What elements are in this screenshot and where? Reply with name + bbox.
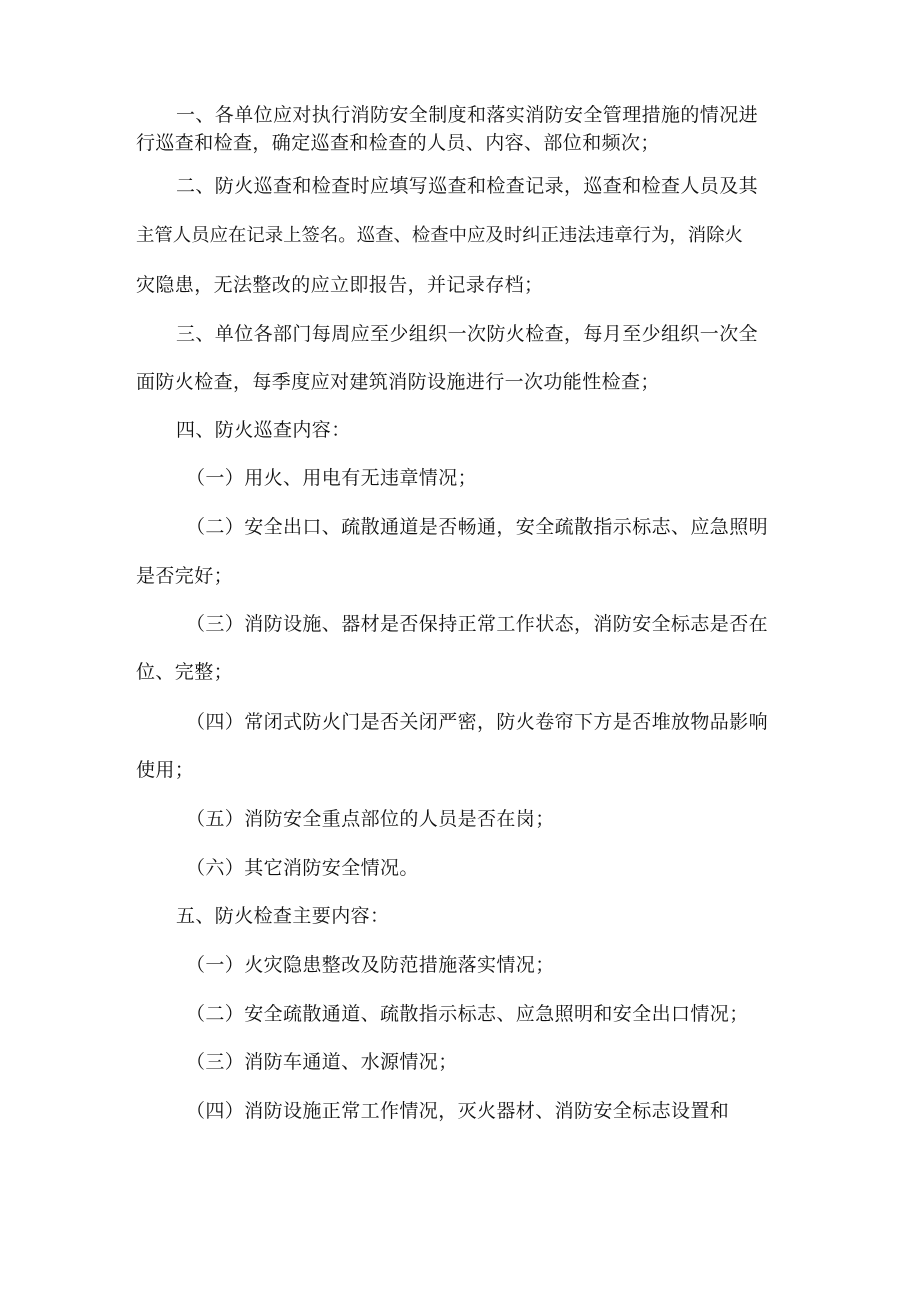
- paragraph-line: 一、各单位应对执行消防安全制度和落实消防安全管理措施的情况进: [176, 104, 759, 126]
- paragraph-line: 行巡查和检查，确定巡查和检查的人员、内容、部位和频次；: [136, 132, 660, 154]
- paragraph-line: 三、单位各部门每周应至少组织一次防火检查，每月至少组织一次全: [176, 323, 759, 345]
- section-heading: 四、防火巡查内容：: [176, 419, 351, 441]
- paragraph-line: 主管人员应在记录上签名。巡查、检查中应及时纠正违法违章行为，消除火: [136, 225, 743, 246]
- paragraph-line: 灾隐患，无法整改的应立即报告，并记录存档；: [136, 274, 544, 296]
- list-item: （二）安全出口、疏散通道是否畅通，安全疏散指示标志、应急照明: [186, 516, 769, 538]
- list-item-continuation: 使用；: [136, 759, 195, 781]
- list-item: （二）安全疏散通道、疏散指示标志、应急照明和安全出口情况；: [186, 1003, 749, 1025]
- list-item: （三）消防车通道、水源情况；: [186, 1051, 458, 1073]
- list-item-continuation: 位、完整；: [136, 661, 234, 683]
- list-item: （四）常闭式防火门是否关闭严密，防火卷帘下方是否堆放物品影响: [186, 711, 769, 733]
- list-item: （一）用火、用电有无违章情况；: [186, 467, 478, 489]
- paragraph-line: 面防火检查，每季度应对建筑消防设施进行一次功能性检查；: [136, 371, 660, 393]
- list-item: （三）消防设施、器材是否保持正常工作状态，消防安全标志是否在: [186, 613, 769, 635]
- section-heading: 五、防火检查主要内容：: [176, 905, 390, 927]
- list-item: （五）消防安全重点部位的人员是否在岗；: [186, 808, 555, 830]
- paragraph-line: 二、防火巡查和检查时应填写巡查和检查记录，巡查和检查人员及其: [176, 175, 759, 197]
- list-item: （一）火灾隐患整改及防范措施落实情况；: [186, 954, 555, 976]
- list-item: （六）其它消防安全情况。: [186, 857, 419, 879]
- list-item: （四）消防设施正常工作情况，灭火器材、消防安全标志设置和: [186, 1100, 730, 1122]
- list-item-continuation: 是否完好；: [136, 565, 234, 587]
